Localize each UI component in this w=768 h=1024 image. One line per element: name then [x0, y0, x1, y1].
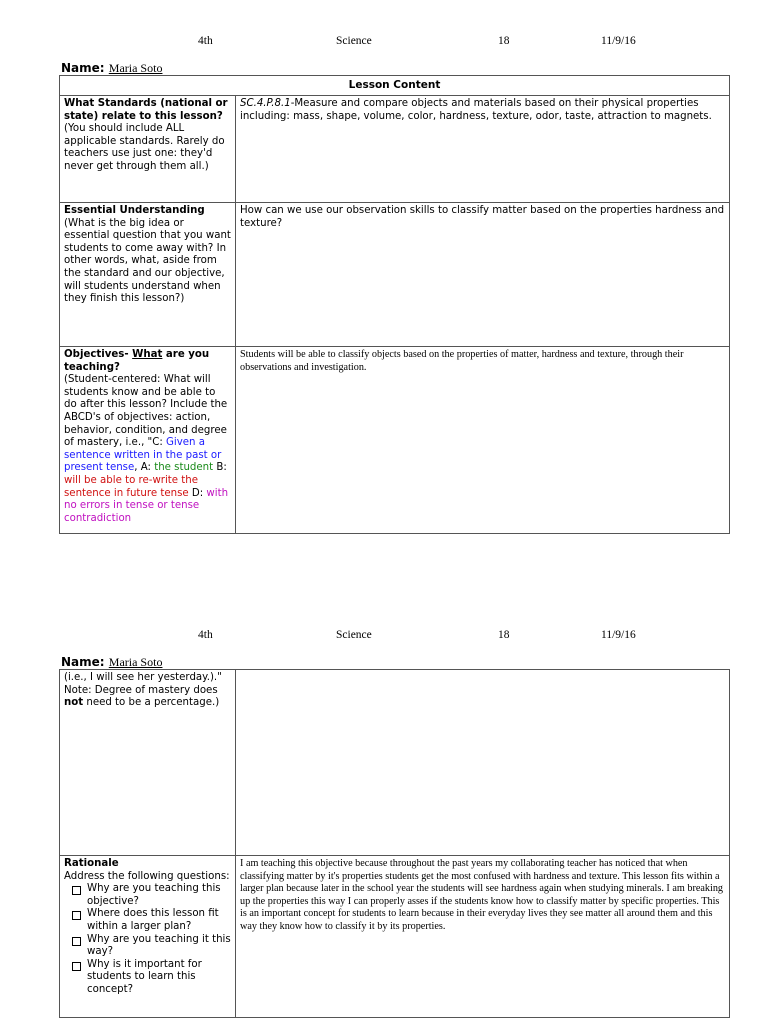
- rationale-question-list: [64, 883, 231, 996]
- standards-row: [60, 96, 730, 203]
- checkbox-bullet-icon: [72, 911, 81, 920]
- name-label: Name:: [61, 61, 105, 75]
- rationale-question: Why are you teaching it this way?: [87, 933, 231, 958]
- rationale-row: [60, 856, 730, 1018]
- objectives-a-label: , A:: [134, 462, 155, 474]
- standards-prompt: [60, 96, 236, 203]
- objectives-response: [236, 347, 730, 534]
- name-label: Name:: [61, 655, 105, 669]
- grade-label: 4th: [198, 629, 213, 641]
- rationale-heading: Rationale: [64, 858, 119, 869]
- essential-text: How can we use our observation skills to classify matter based on the properties hardness and texture?: [240, 205, 725, 229]
- objectives-prompt-continued: [60, 670, 236, 856]
- table-title: Lesson Content: [60, 76, 730, 96]
- grade-label: 4th: [198, 35, 213, 47]
- name-value: Maria Soto: [108, 655, 163, 669]
- objectives-d-label: D:: [188, 487, 207, 499]
- objectives-text: Students will be able to classify objects based on the properties of matter, hardness and texture, through their observations and investigation.: [240, 349, 684, 373]
- rationale-question: Why are you teaching this objective?: [87, 883, 221, 907]
- lesson-content-table-continued: [59, 669, 730, 1018]
- essential-response: [236, 203, 730, 347]
- rationale-note: Address the following questions:: [64, 870, 230, 882]
- objectives-continued-row: [60, 670, 730, 856]
- subject-label: Science: [336, 35, 372, 47]
- rationale-response: [236, 856, 730, 1018]
- objectives-cont-a: (i.e., I will see her yesterday.)." Note: Degree of mastery does: [64, 672, 222, 696]
- objectives-note: (Student-centered: What will students know and be able to do after this lesson? Include the ABCD's of objectives: action, behavior, condition, and degree of mastery, i.e., "C:: [64, 374, 228, 449]
- objectives-cont-not: not: [64, 697, 84, 709]
- number-label: 18: [498, 35, 510, 47]
- number-label: 18: [498, 629, 510, 641]
- rationale-question: Where does this lesson fit within a larger plan?: [87, 908, 219, 932]
- objectives-b-example: will be able to re-write the sentence in future tense: [64, 474, 199, 499]
- objectives-heading-what: What: [132, 349, 163, 360]
- name-row: [61, 61, 162, 76]
- objectives-prompt: [60, 347, 236, 534]
- date-label: 11/9/16: [601, 629, 636, 641]
- objectives-b-label: B:: [213, 462, 227, 474]
- standards-code: SC.4.P.8.1: [240, 98, 291, 109]
- list-item: [72, 883, 231, 908]
- list-item: [72, 934, 231, 959]
- essential-note: (What is the big idea or essential question that you want students to come away with? In other words, what, aside from the standard and our objective, will students understand when they finish this lesson?): [64, 217, 231, 305]
- rationale-question: Why is it important for students to learn this concept?: [87, 958, 202, 995]
- checkbox-bullet-icon: [72, 937, 81, 946]
- name-row: [61, 655, 162, 670]
- objectives-d-example: with no errors in tense or tense contradiction: [64, 487, 229, 524]
- list-item: [72, 959, 231, 997]
- essential-heading: Essential Understanding: [64, 205, 205, 216]
- essential-row: [60, 203, 730, 347]
- objectives-heading-c: are you teaching?: [64, 349, 210, 373]
- standards-text: -Measure and compare objects and materials based on their physical properties including: mass, shape, volume, color, hardness, texture, odor, taste, attraction to magnets.: [240, 98, 712, 122]
- standards-response: [236, 96, 730, 203]
- lesson-content-table: [59, 75, 730, 534]
- objectives-heading: [64, 349, 209, 373]
- objectives-cont-c: need to be a percentage.): [83, 697, 220, 709]
- objectives-a-example: the student: [154, 462, 214, 474]
- checkbox-bullet-icon: [72, 962, 81, 971]
- rationale-prompt: [60, 856, 236, 1018]
- standards-note: (You should include ALL applicable standards. Rarely do teachers use just one: they'd never get through them all.): [64, 123, 225, 172]
- checkbox-bullet-icon: [72, 886, 81, 895]
- name-value: Maria Soto: [108, 61, 163, 75]
- date-label: 11/9/16: [601, 35, 636, 47]
- objectives-response-continued: [236, 670, 730, 856]
- objectives-heading-a: Objectives-: [64, 349, 133, 360]
- objectives-row: [60, 347, 730, 534]
- rationale-text: I am teaching this objective because throughout the past years my collaborating teacher has noticed that when classifying matter by it's properties students get the most confused with hardness and texture. This lesson fits within a larger plan because later in the school year the students will see hardness again when studying minerals. I am breaking up the properties this way I can properly asses if the students know how to classify matter by specific properties. This is an important concept for students to learn because in their everyday lives they see matter all around them and this way they know how to classify it by its properties.: [240, 858, 724, 932]
- list-item: [72, 908, 231, 933]
- subject-label: Science: [336, 629, 372, 641]
- standards-heading: What Standards (national or state) relate to this lesson?: [64, 98, 228, 122]
- objectives-c-example: Given a sentence written in the past or present tense: [64, 437, 222, 474]
- essential-prompt: [60, 203, 236, 347]
